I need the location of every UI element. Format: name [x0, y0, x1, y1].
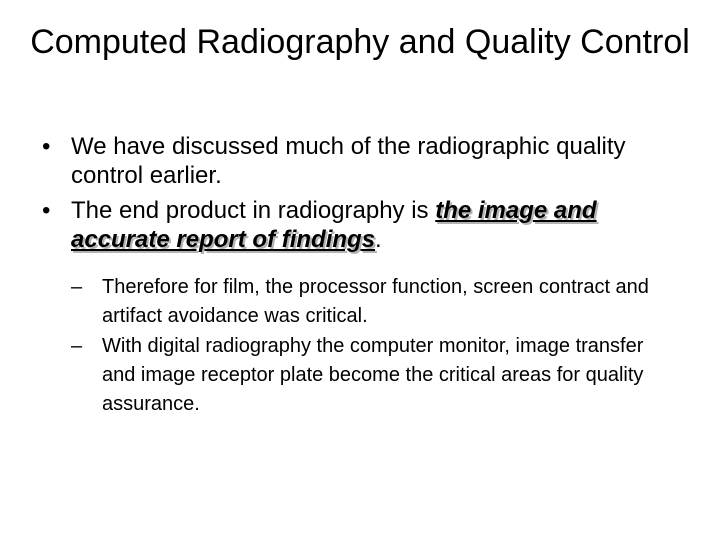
dash-icon: – — [71, 335, 83, 357]
slide-body — [0, 132, 720, 420]
emphasized-text: the image and accurate report of findings — [71, 197, 597, 253]
sub-bullet-item — [0, 273, 720, 331]
slide-title: Computed Radiography and Quality Control — [30, 23, 690, 61]
bullet-text: The end product in radiography is — [71, 197, 436, 224]
bullet-dot-icon: • — [42, 197, 51, 224]
bullet-text-end: . — [375, 226, 382, 253]
sub-bullet-list — [0, 273, 720, 419]
bullet-text: We have discussed much of the radiographic quality control earlier. — [71, 133, 626, 189]
bullet-item — [0, 132, 720, 190]
bullet-dot-icon: • — [42, 133, 51, 160]
sub-bullet-text: With digital radiography the computer monitor, image transfer and image receptor plate become the critical areas for quality assurance. — [102, 335, 644, 415]
dash-icon: – — [71, 276, 83, 298]
sub-bullet-text: Therefore for film, the processor function, screen contract and artifact avoidance was critical. — [102, 276, 649, 327]
sub-bullet-item — [0, 332, 720, 419]
bullet-item — [0, 196, 720, 254]
